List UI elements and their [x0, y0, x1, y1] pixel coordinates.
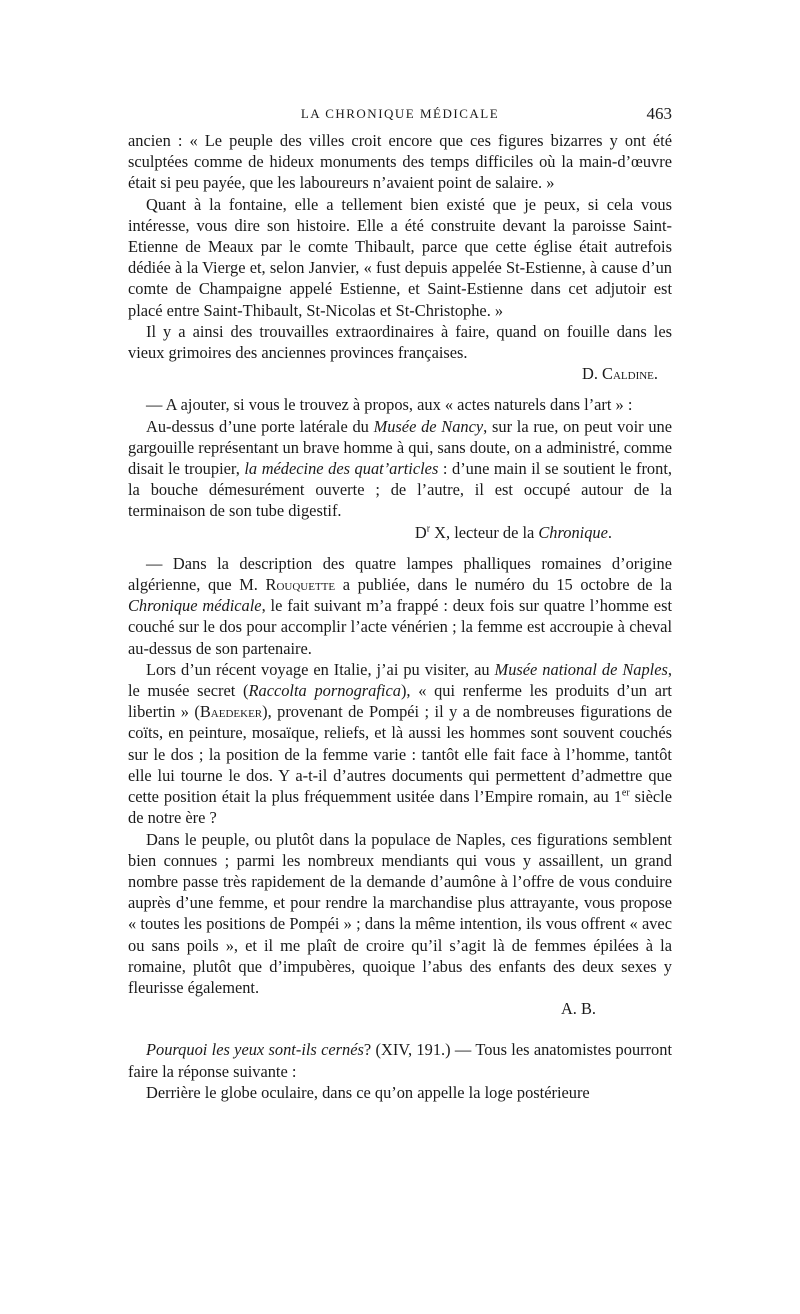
paragraph: Dans le peuple, ou plutôt dans la populace de Naples, ces figurations semblent bien connues ; parmi les nombreux mendiants qui vous y assaillent, un grand nombre passe très rapidement de la demande d’aumône à l’offre de vous conduire auprès d’une femme, et pour rendre la marchandise plus attrayante, vous propose « toutes les positions de Pompéi » ; dans la même intention, ils vous offrent « avec ou sans poils », et il me plaît de croire qu’il s’agit là de femmes épilées à la romaine, plutôt que d’impubères, quoique l’abus des enfants des deux sexes y fleurisse également.	[128, 829, 672, 997]
signature: D. Caldine.	[581, 364, 658, 384]
signature: $D^r$ X, lecteur de la Chronique.	[414, 522, 612, 542]
paragraph: — Dans la description des quatre lampes phalliques romaines d’origine algérienne, que M. Rouquette a publiée, dans le numéro du 15 octobre de la Chronique médicale, le fait suivant m’a frappé : deux fois sur quatre l’homme est couché sur le dos pour accomplir l’acte vénérien ; la femme est accroupie à cheval au-dessus de son partenaire.	[128, 553, 673, 658]
page-header	[128, 104, 672, 126]
paragraph: Derrière le globe oculaire, dans ce qu’on appelle la loge postérieure	[146, 1082, 590, 1102]
paragraph: — A ajouter, si vous le trouvez à propos, aux « actes naturels dans l’art » :	[146, 395, 633, 415]
paragraph: Pourquoi les yeux sont-ils cernés? (XIV, 191.) — Tous les anatomistes pourront faire la réponse suivante :	[128, 1040, 672, 1081]
paragraph: Il y a ainsi des trouvailles extraordinaires à faire, quand on fouille dans les vieux grimoires des anciennes provinces françaises.	[128, 321, 672, 363]
paragraph: ancien : « Le peuple des villes croit encore que ces figures bizarres y ont été sculptées comme de hideux monuments des temps difficiles où la main-d’œuvre était si peu payée, que les laboureurs n’avaient point de salaire. »	[128, 131, 672, 193]
running-title: LA CHRONIQUE MÉDICALE	[300, 106, 500, 121]
signature: A. B.	[560, 999, 596, 1019]
article-body	[128, 130, 672, 1103]
page-number: 463	[646, 104, 672, 123]
paragraph: Quant à la fontaine, elle a tellement bien existé que je peux, si cela vous intéresse, vous dire son histoire. Elle a été construite devant la paroisse Saint-Etienne de Meaux par le comte Thibault, parce que cette église était autrefois dédiée à la Vierge et, selon Janvier, « fust depuis appelée St-Estienne, à cause d’un comte de Champaigne appelé Estienne, et Saint-Estienne dans cet adjutoir est placé entre Saint-Thibault, St-Nicolas et St-Christophe. »	[128, 194, 672, 320]
paragraph: Au-dessus d’une porte latérale du Musée de Nancy, sur la rue, on peut voir une gargouille représentant un brave homme à qui, sans doute, on a administré, comme disait le troupier, la médecine des quat’articles : d’une main il se soutient le front, la bouche démesurément ouverte ; de l’autre, il est occupé autour de la terminaison de son tube digestif.	[128, 416, 672, 521]
paragraph: Lors d’un récent voyage en Italie, j’ai pu visiter, au Musée national de Naples, le musée secret (Raccolta pornografica), « qui renferme les produits d’un art libertin » (Baedeker), provenant de Pompéi ; il y a de nombreuses figurations de coïts, en peinture, mosaïque, reliefs, et là aussi les hommes sont souvent couchés sur le dos ; la position de la femme varie : tantôt elle fait face à l’homme, tantôt elle lui tourne le dos. Y a-t-il d’autres documents qui permettent d’admettre que cette position était la plus fréquemment usitée dans l’Empire romain, au 1er siècle de notre ère ?	[128, 659, 672, 828]
